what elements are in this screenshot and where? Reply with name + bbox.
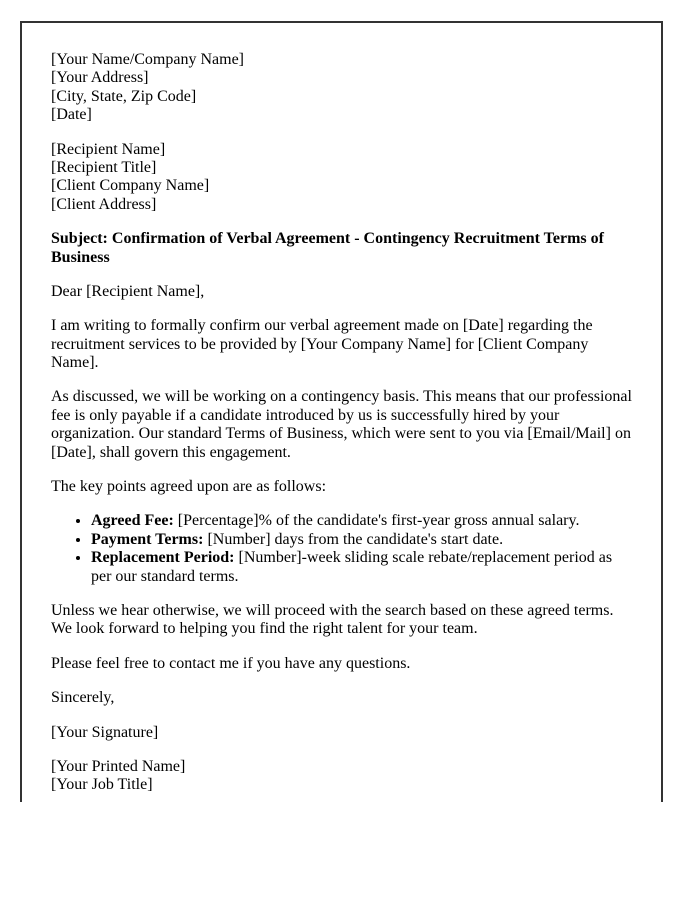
key-points-list [51, 512, 632, 586]
paragraph-contact: Please feel free to contact me if you have any questions. [51, 654, 411, 672]
paragraph-proceed: Unless we hear otherwise, we will proceed with the search based on these agreed terms. We look forward to helping you find the right talent for your team. [51, 601, 614, 638]
bullet-text: [Number] days from the candidate's start date. [203, 530, 504, 548]
signature-placeholder: [Your Signature] [51, 723, 159, 741]
sender-city-line: [City, State, Zip Code] [51, 87, 197, 105]
sender-address-line: [Your Address] [51, 69, 149, 87]
bullet-label: Payment Terms: [91, 530, 204, 548]
bullet-label: Replacement Period: [91, 549, 235, 567]
list-item-replacement-period [91, 549, 632, 586]
closing: Sincerely, [51, 689, 115, 707]
bullet-text: [Percentage]% of the candidate's first-year gross annual salary. [173, 512, 580, 530]
bullet-label: Agreed Fee: [91, 512, 174, 530]
client-company-line: [Client Company Name] [51, 177, 210, 195]
sender-name-line: [Your Name/Company Name] [51, 51, 245, 68]
recipient-address-block [51, 141, 632, 215]
letter-date-line: [Date] [51, 106, 92, 124]
letter-container [20, 21, 663, 802]
bullet-text: [Number]-week sliding scale rebate/replacement period as per our standard terms. [91, 549, 613, 585]
subject-line: Subject: Confirmation of Verbal Agreement - Contingency Recruitment Terms of Business [51, 230, 604, 266]
recipient-title-line: [Recipient Title] [51, 158, 157, 176]
salutation: Dear [Recipient Name], [51, 282, 205, 300]
paragraph-confirmation: I am writing to formally confirm our verbal agreement made on [Date] regarding the recruitment services to be provided by [Your Company Name] for [Client Company Name]. [51, 317, 593, 372]
job-title-line: [Your Job Title] [51, 776, 153, 794]
signoff-block [51, 758, 632, 795]
paragraph-contingency-basis: As discussed, we will be working on a contingency basis. This means that our professional fee is only payable if a candidate introduced by us is successfully hired by your organization. Our standard Terms of Business, which were sent to you via [Email/Mail] on [Date], shall govern this engagement. [51, 388, 632, 461]
printed-name-line: [Your Printed Name] [51, 757, 186, 775]
paragraph-key-points-lead: The key points agreed upon are as follows: [51, 478, 327, 496]
client-address-line: [Client Address] [51, 195, 157, 213]
sender-address-block [51, 51, 632, 125]
list-item-payment-terms [91, 531, 632, 549]
recipient-name-line: [Recipient Name] [51, 140, 166, 158]
list-item-agreed-fee [91, 512, 632, 530]
